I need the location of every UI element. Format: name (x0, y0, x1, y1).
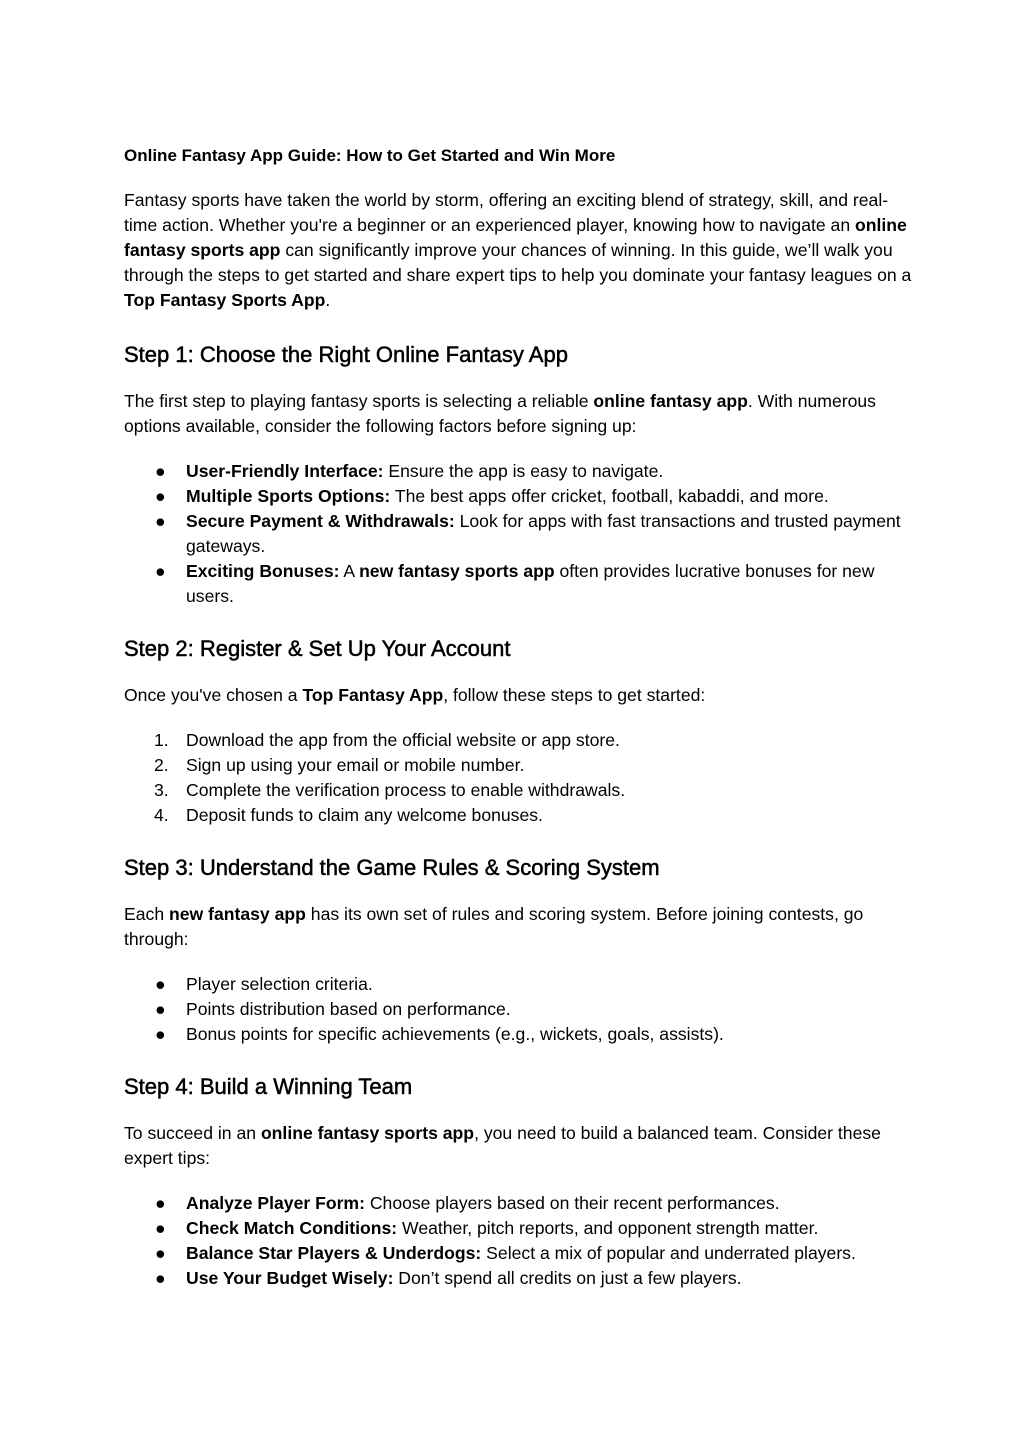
item-text: Player selection criteria. (186, 974, 373, 994)
list-item (124, 459, 914, 484)
step1-lead-text-1: The first step to playing fantasy sports is selecting a reliable (124, 391, 594, 411)
step2-lead-text-1: Once you've chosen a (124, 685, 303, 705)
step3-lead-bold: new fantasy app (169, 904, 306, 924)
step1-lead-text-2: . With numerous options available, consider the following factors before signing up: (124, 391, 876, 436)
item-text: Bonus points for specific achievements (e.g., wickets, goals, assists). (186, 1024, 724, 1044)
list-item (124, 1022, 914, 1047)
item-text: Ensure the app is easy to navigate. (383, 461, 664, 481)
item-text: Sign up using your email or mobile number. (186, 755, 525, 775)
step4-lead (124, 1121, 914, 1171)
bullet-icon: ● (155, 1268, 166, 1288)
item-label: User-Friendly Interface: (186, 461, 384, 481)
item-text: Points distribution based on performance. (186, 999, 511, 1019)
step4-lead-text-2: , you need to build a balanced team. Consider these expert tips: (124, 1123, 881, 1168)
item-text: Download the app from the official website or app store. (186, 730, 620, 750)
item-text: Complete the verification process to enable withdrawals. (186, 780, 626, 800)
bullet-icon: ● (155, 561, 166, 581)
bullet-icon: ● (155, 1024, 166, 1044)
intro-text-1: Fantasy sports have taken the world by storm, offering an exciting blend of strategy, skill, and real-time action. Whether you're a beginner or an experienced player, knowing how to navigate an (124, 190, 889, 235)
list-item (124, 559, 914, 609)
item-label: Analyze Player Form: (186, 1193, 365, 1213)
step2-list (124, 728, 914, 828)
bullet-icon: ● (155, 486, 166, 506)
list-number: 4. (154, 805, 169, 825)
item-label: Secure Payment & Withdrawals: (186, 511, 455, 531)
step4-lead-text-1: To succeed in an (124, 1123, 261, 1143)
step1-list (124, 459, 914, 609)
item-label: Exciting Bonuses: (186, 561, 340, 581)
item-text: A (339, 561, 360, 581)
list-item (124, 509, 914, 559)
list-item (124, 803, 914, 828)
step1-heading: Step 1: Choose the Right Online Fantasy App (124, 342, 568, 367)
step3-list (124, 972, 914, 1047)
list-item (124, 484, 914, 509)
step2-lead-text-2: , follow these steps to get started: (443, 685, 706, 705)
step2-heading: Step 2: Register & Set Up Your Account (124, 636, 511, 661)
intro-paragraph (124, 188, 914, 313)
item-label: Use Your Budget Wisely: (186, 1268, 394, 1288)
step2-lead-bold: Top Fantasy App (302, 685, 444, 705)
step1-lead-bold: online fantasy app (593, 391, 748, 411)
item-label: Balance Star Players & Underdogs: (186, 1243, 482, 1263)
item-text: Weather, pitch reports, and opponent strength matter. (397, 1218, 819, 1238)
list-item (124, 728, 914, 753)
step1-lead (124, 389, 914, 439)
bullet-icon: ● (155, 1218, 166, 1238)
step3-lead-text-1: Each (124, 904, 169, 924)
bullet-icon: ● (155, 1193, 166, 1213)
item-label: Multiple Sports Options: (186, 486, 391, 506)
list-item (124, 1216, 914, 1241)
document-page (124, 144, 914, 1291)
item-text: Look for apps with fast transactions and trusted payment gateways. (186, 511, 901, 556)
intro-bold-2: Top Fantasy Sports App (124, 290, 326, 310)
item-bold: new fantasy sports app (359, 561, 555, 581)
step3-heading: Step 3: Understand the Game Rules & Scoring System (124, 855, 660, 880)
step3-lead-text-2: has its own set of rules and scoring system. Before joining contests, go through: (124, 904, 864, 949)
list-item (124, 778, 914, 803)
intro-bold-1: online fantasy sports app (124, 215, 907, 260)
intro-text-3: . (325, 290, 331, 310)
list-number: 1. (154, 730, 169, 750)
bullet-icon: ● (155, 999, 166, 1019)
item-text: often provides lucrative bonuses for new users. (186, 561, 875, 606)
step2-lead (124, 683, 914, 708)
item-text: Choose players based on their recent performances. (364, 1193, 780, 1213)
bullet-icon: ● (155, 1243, 166, 1263)
list-item (124, 997, 914, 1022)
list-item (124, 1241, 914, 1266)
list-item (124, 972, 914, 997)
item-text: Select a mix of popular and underrated players. (481, 1243, 856, 1263)
bullet-icon: ● (155, 511, 166, 531)
list-number: 2. (154, 755, 169, 775)
list-number: 3. (154, 780, 169, 800)
step4-list (124, 1191, 914, 1291)
intro-text-2: can significantly improve your chances of winning. In this guide, we’ll walk you through the steps to get started and share expert tips to help you dominate your fantasy leagues on a (124, 240, 912, 285)
item-label: Check Match Conditions: (186, 1218, 398, 1238)
document-title: Online Fantasy App Guide: How to Get Started and Win More (124, 146, 616, 165)
list-item (124, 1266, 914, 1291)
bullet-icon: ● (155, 974, 166, 994)
item-text: Deposit funds to claim any welcome bonuses. (186, 805, 543, 825)
item-text: Don’t spend all credits on just a few players. (393, 1268, 742, 1288)
step4-heading: Step 4: Build a Winning Team (124, 1074, 413, 1099)
list-item (124, 753, 914, 778)
step3-lead (124, 902, 914, 952)
item-text: The best apps offer cricket, football, kabaddi, and more. (390, 486, 829, 506)
list-item (124, 1191, 914, 1216)
bullet-icon: ● (155, 461, 166, 481)
step4-lead-bold: online fantasy sports app (260, 1123, 475, 1143)
